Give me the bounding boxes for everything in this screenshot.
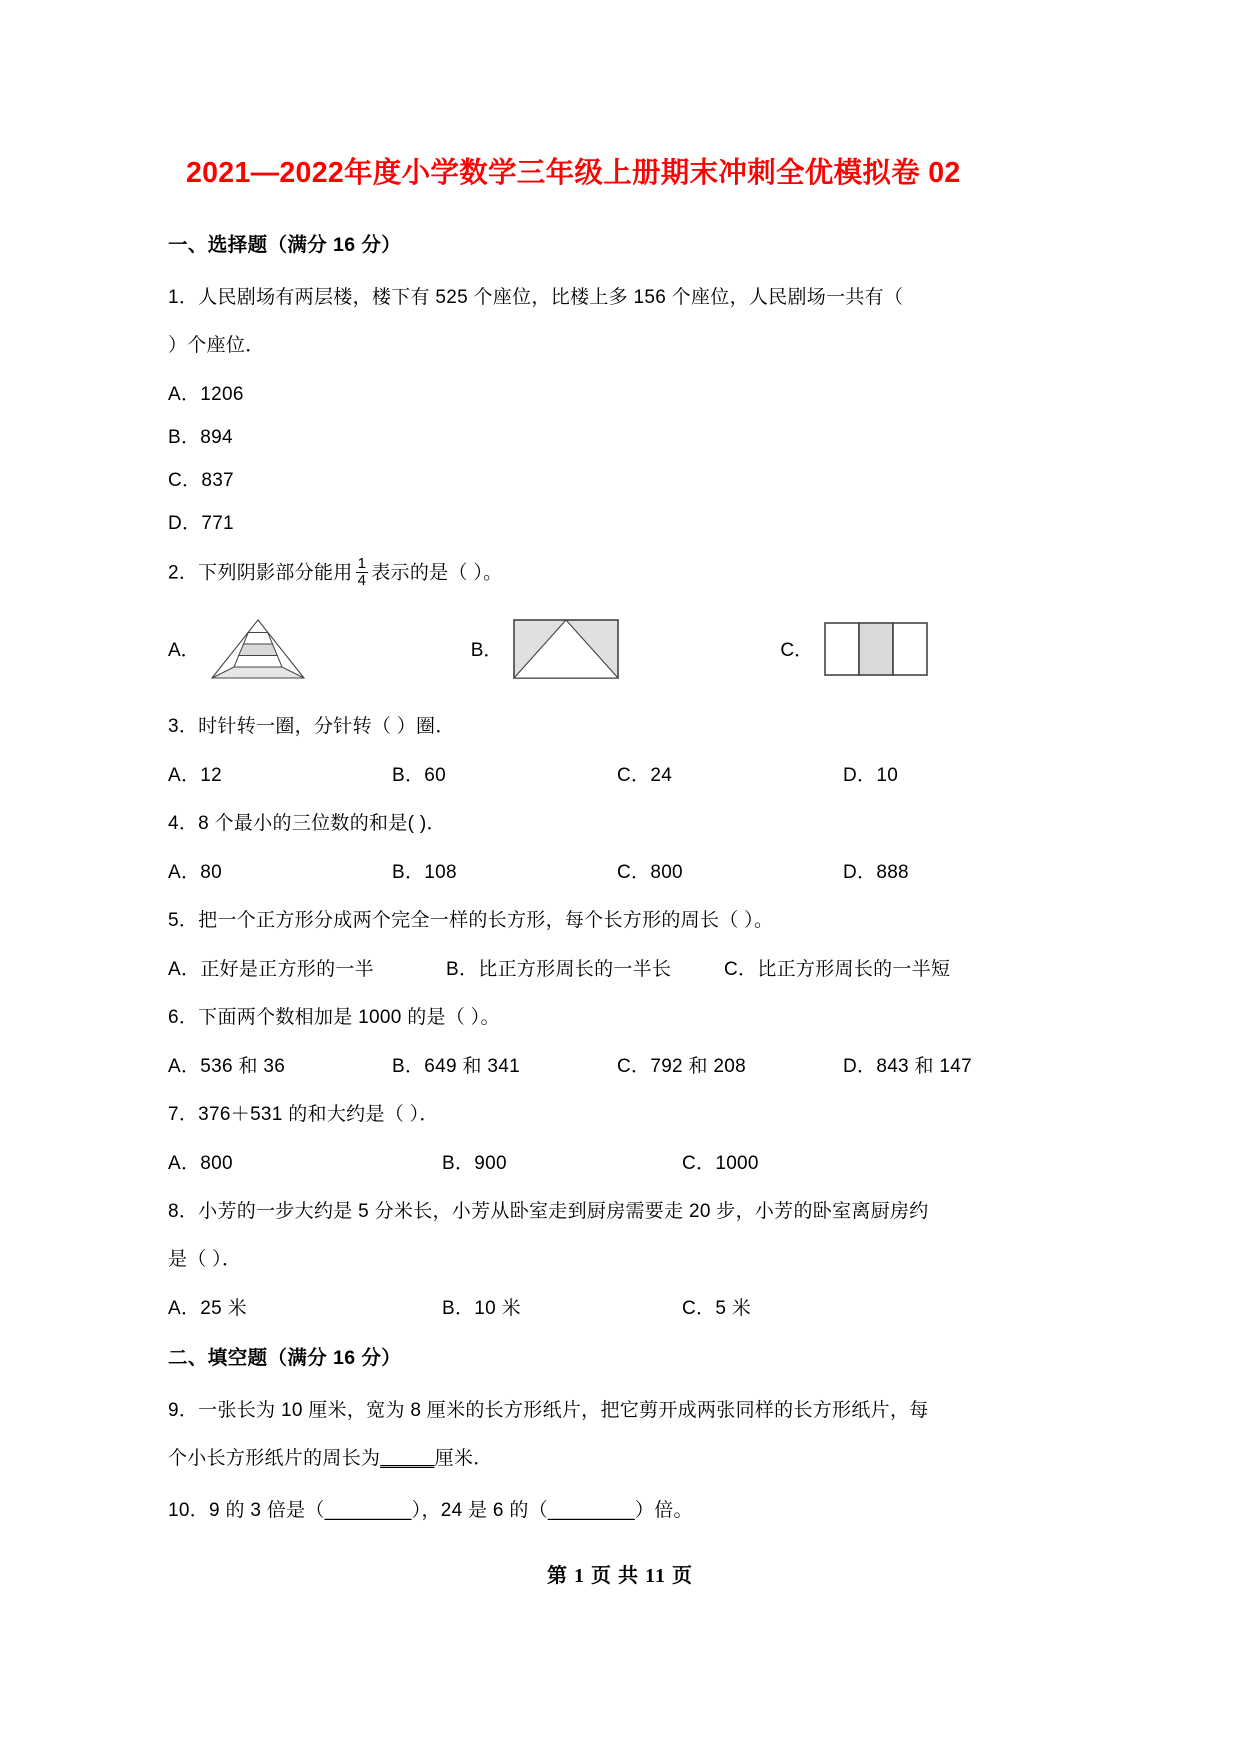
question-5-option-a[interactable]: A．正好是正方形的一半 — [168, 958, 374, 980]
question-3-option-d[interactable]: D．10 — [843, 764, 899, 786]
question-7-option-a[interactable]: A．800 — [168, 1152, 233, 1174]
fraction-one-quarter — [356, 556, 369, 589]
striped-triangle-icon — [210, 618, 306, 680]
question-2-figure-c[interactable] — [780, 621, 931, 677]
page-footer: 第 1 页 共 11 页 — [547, 1565, 693, 1587]
question-9-answer-blank[interactable]: _____ — [380, 1447, 435, 1469]
question-4-text: 4．8 个最小的三位数的和是( )． — [168, 812, 446, 834]
question-4-option-c[interactable]: C．800 — [617, 861, 683, 883]
question-6-option-b[interactable]: B．649 和 341 — [392, 1055, 520, 1077]
question-5-option-c[interactable]: C．比正方形周长的一半短 — [724, 958, 951, 980]
fraction-numerator: 1 — [357, 555, 367, 573]
question-1-line2: ）个座位． — [168, 335, 265, 357]
question-4-option-a[interactable]: A．80 — [168, 861, 223, 883]
question-4-option-d[interactable]: D．888 — [843, 861, 909, 883]
question-7-option-b[interactable]: B．900 — [442, 1152, 507, 1174]
question-5-option-b[interactable]: B．比正方形周长的一半长 — [446, 958, 672, 980]
question-6-option-d[interactable]: D．843 和 147 — [843, 1055, 972, 1077]
question-4-options — [168, 857, 1100, 884]
question-2-figure-a-label: A． — [168, 640, 200, 662]
question-1-option-a[interactable]: A．1206 — [168, 384, 244, 406]
question-3 — [168, 712, 1100, 787]
question-9-line2 — [168, 1444, 1100, 1474]
question-8-option-b[interactable]: B．10 米 — [442, 1297, 521, 1319]
question-6-option-c[interactable]: C．792 和 208 — [617, 1055, 746, 1077]
question-6-options — [168, 1051, 1100, 1078]
question-7-text: 7．376＋531 的和大约是（ ）． — [168, 1103, 439, 1125]
question-5-options — [168, 954, 1100, 981]
question-10 — [168, 1496, 1100, 1526]
page-title: 2021—2022年度小学数学三年级上册期末冲刺全优模拟卷 02 — [186, 157, 961, 189]
question-1-line1: 1．人民剧场有两层楼，楼下有 525 个座位，比楼上多 156 个座位，人民剧场一共有（ — [168, 287, 904, 308]
question-3-option-a[interactable]: A．12 — [168, 764, 223, 786]
question-3-text: 3．时针转一圈，分针转（ ）圈． — [168, 715, 455, 737]
question-5-text: 5．把一个正方形分成两个完全一样的长方形，每个长方形的周长（ ）。 — [168, 909, 774, 931]
question-2-figure-b-label: B． — [470, 640, 503, 662]
question-2 — [168, 557, 1100, 682]
question-7-options — [168, 1148, 1100, 1175]
question-6-text: 6．下面两个数相加是 1000 的是（ ）。 — [168, 1006, 500, 1028]
question-7-option-c[interactable]: C．1000 — [682, 1152, 759, 1174]
question-2-figure-c-label: C． — [780, 640, 814, 662]
rectangle-thirds-middle-shaded-icon — [823, 621, 931, 677]
question-1 — [168, 283, 1100, 535]
question-9-line2-before: 个小长方形纸片的周长为 — [168, 1447, 381, 1469]
question-10-text: 10．9 的 3 倍是（________），24 是 6 的（________）倍。 — [168, 1499, 693, 1521]
question-2-figure-a[interactable] — [168, 618, 306, 680]
question-8-option-c[interactable]: C．5 米 — [682, 1297, 752, 1319]
section-heading-choice: 一、选择题（满分 16 分） — [168, 234, 402, 256]
question-4 — [168, 809, 1100, 884]
question-9-line1: 9．一张长为 10 厘米，宽为 8 厘米的长方形纸片，把它剪开成两张同样的长方形纸片，每 — [168, 1399, 929, 1421]
question-8-line2: 是（ ）． — [168, 1248, 242, 1270]
question-1-option-d[interactable]: D．771 — [168, 513, 234, 535]
question-6 — [168, 1003, 1100, 1078]
question-1-option-b[interactable]: B．894 — [168, 427, 233, 449]
question-2-prefix: 2．下列阴影部分能用 — [168, 562, 353, 584]
question-5 — [168, 906, 1100, 981]
question-1-option-c[interactable]: C．837 — [168, 470, 234, 492]
question-6-option-a[interactable]: A．536 和 36 — [168, 1055, 286, 1077]
question-3-option-b[interactable]: B．60 — [392, 764, 447, 786]
question-9 — [168, 1396, 1100, 1474]
question-2-text — [168, 557, 1100, 590]
question-3-option-c[interactable]: C．24 — [617, 764, 673, 786]
fraction-denominator: 4 — [357, 571, 367, 589]
question-4-option-b[interactable]: B．108 — [392, 861, 457, 883]
question-2-figures — [168, 616, 1100, 682]
question-7 — [168, 1100, 1100, 1175]
question-8-line1: 8．小芳的一步大约是 5 分米长，小芳从卧室走到厨房需要走 20 步，小芳的卧室离厨房约 — [168, 1200, 929, 1222]
section-heading-fill-blank: 二、填空题（满分 16 分） — [168, 1346, 402, 1369]
question-9-line2-after: 厘米． — [434, 1447, 493, 1469]
question-8-options — [168, 1293, 1100, 1320]
question-3-options — [168, 760, 1100, 787]
rectangle-with-inscribed-triangle-icon — [512, 618, 620, 680]
question-2-suffix: 表示的是（ ）。 — [371, 562, 503, 584]
question-2-figure-b[interactable] — [471, 618, 621, 680]
question-8-option-a[interactable]: A．25 米 — [168, 1297, 247, 1319]
question-8 — [168, 1197, 1100, 1320]
